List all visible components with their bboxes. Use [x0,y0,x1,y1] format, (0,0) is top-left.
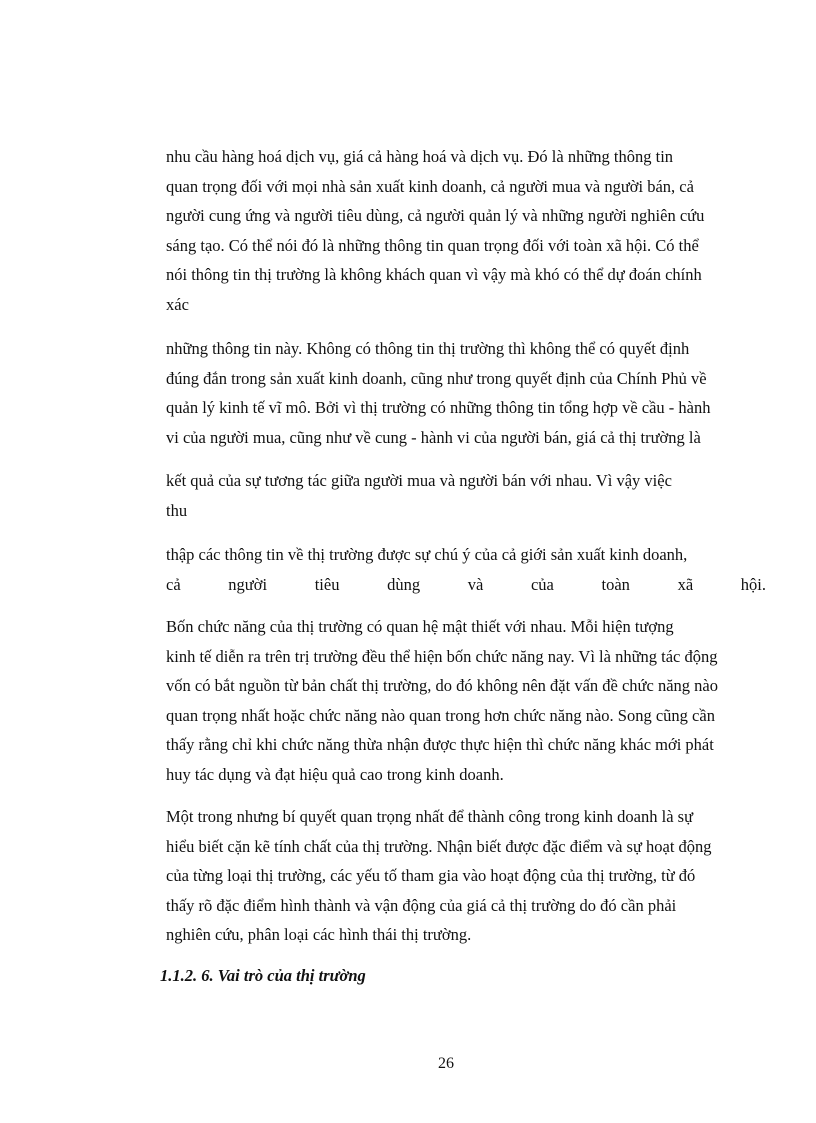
text-line: sáng tạo. Có thể nói đó là những thông tin quan trọng đối với toàn xã hội. Có thể [166,235,699,255]
text-line: nói thông tin thị trường là không khách quan vì vậy mà khó có thể dự đoán chính [166,265,702,284]
text-line: nhu cầu hàng hoá dịch vụ, giá cả hàng hoá và dịch vụ. Đó là những thông tin [166,147,674,166]
text-line: hiểu biết cặn kẽ tính chất của thị trường. Nhận biết được đặc điểm và sự hoạt động [166,836,712,856]
section-heading: 1.1.2. 6. Vai trò của thị trường [160,966,366,985]
word: xã [677,574,694,594]
text-line: vi của người mua, cũng như về cung - hành vi của người bán, giá cả thị trường là [166,427,701,447]
text-line: thập các thông tin về thị trường được sự chú ý của cả giới sản xuất kinh doanh, [166,545,688,564]
paragraph-4 [166,540,766,599]
word: cả [166,574,181,594]
paragraph-6 [166,802,766,950]
text-line: quan trọng nhất hoặc chức năng nào quan trong hơn chức năng nào. Song cũng cần [166,705,715,725]
text-line: quản lý kinh tế vĩ mô. Bởi vì thị trường có những thông tin tổng hợp về cầu - hành [166,398,711,417]
text-line: thấy rõ đặc điểm hình thành và vận động của giá cả thị trường do đó cần phải [166,895,677,915]
text-line: nghiên cứu, phân loại các hình thái thị trường. [166,925,472,944]
page-number: 26 [438,1055,454,1072]
text-line: Một trong nhưng bí quyết quan trọng nhất để thành công trong kinh doanh là sự [166,807,694,826]
text-line: thấy rằng chỉ khi chức năng thừa nhận được thực hiện thì chức năng khác mới phát [166,735,714,754]
text-line: kinh tế diễn ra trên trị trường đều thể hiện bốn chức năng nay. Vì là những tác động [166,646,718,666]
text-line: quan trọng đối với mọi nhà sản xuất kinh doanh, cả người mua và người bán, cả [166,176,694,196]
text-line: thu [166,500,188,520]
word: và [467,574,484,594]
word: người [228,574,268,594]
text-line: người cung ứng và người tiêu dùng, cả người quản lý và những người nghiên cứu [166,206,705,225]
text-line: huy tác dụng và đạt hiệu quả cao trong kinh doanh. [166,764,504,784]
text-line: Bốn chức năng của thị trường có quan hệ mật thiết với nhau. Mỗi hiện tượng [166,617,674,636]
word: của [530,574,554,594]
paragraph-1 [166,142,766,319]
text-line: vốn có bắt nguồn từ bản chất thị trường, do đó không nên đặt vấn đề chức năng nào [166,676,718,695]
word: dùng [387,574,421,594]
paragraph-2 [166,334,766,452]
word: tiêu [314,574,340,594]
text-line: xác [166,294,189,314]
word: toàn [601,574,630,594]
text-line: những thông tin này. Không có thông tin thị trường thì không thể có quyết định [166,339,690,358]
word: hội. [740,574,766,594]
justified-line [166,570,766,600]
text-line: của từng loại thị trường, các yếu tố tham gia vào hoạt động của thị trường, từ đó [166,866,696,885]
paragraph-3 [166,466,766,525]
paragraph-5 [166,612,766,789]
text-line: kết quả của sự tương tác giữa người mua và người bán với nhau. Vì vậy việc [166,471,672,490]
text-line: đúng đắn trong sản xuất kinh doanh, cũng như trong quyết định của Chính Phủ về [166,368,707,388]
